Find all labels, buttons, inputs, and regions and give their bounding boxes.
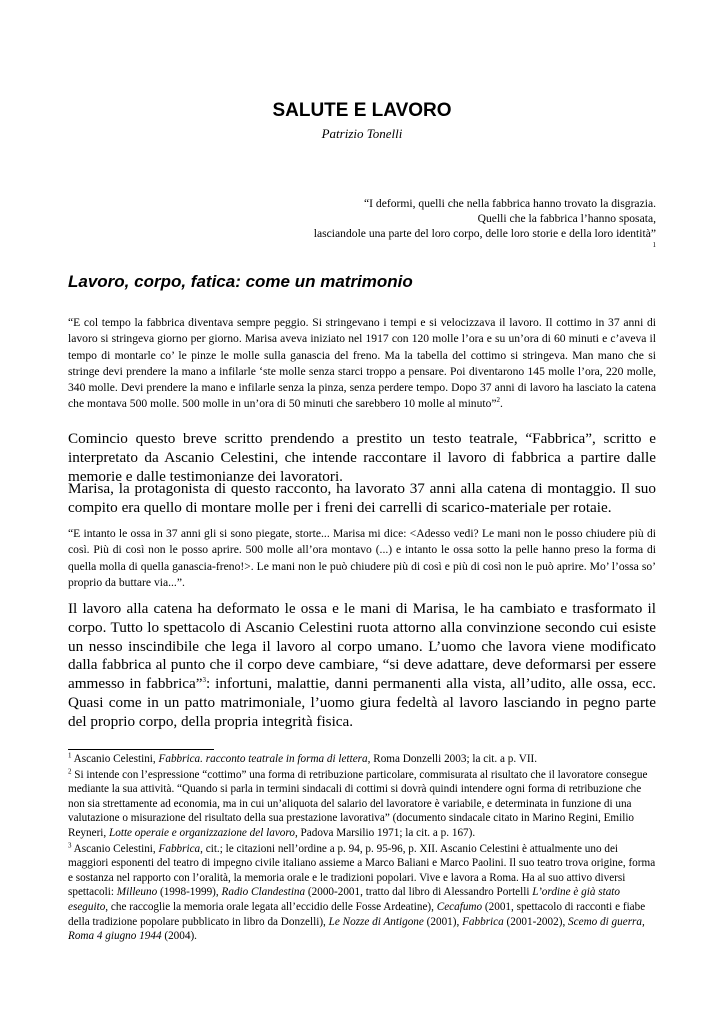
epigraph-line <box>236 226 656 256</box>
footnote-text: (2001, spettacolo di racconti e fiabe della tradizione popolare pubblicato in libro da Donzelli), <box>68 900 646 928</box>
body-paragraph-1: Comincio questo breve scritto prendendo a prestito un testo teatrale, “Fabbrica”, scritto e interpretato da Ascanio Celestini, che intende raccontare il lavoro di fabbrica a partire dalle memorie e dalle testimonianze dei lavoratori. <box>68 430 656 485</box>
footnotes <box>68 752 656 945</box>
epigraph <box>236 196 656 256</box>
footnote-ref-2[interactable]: 2 <box>496 396 501 405</box>
footnote-text: (2000-2001, tratto dal libro di Alessandro Portelli <box>305 886 533 899</box>
footnote-3 <box>68 842 656 944</box>
block-quote-1 <box>68 315 656 413</box>
footnote-text: , Padova Marsilio 1971; la cit. a p. 167). <box>294 826 476 839</box>
footnote-title: Scemo di guerra, Roma 4 giugno 1944 <box>68 915 645 943</box>
author-name: Patrizio Tonelli <box>321 126 403 141</box>
footnote-number: 1 <box>68 751 72 760</box>
footnote-ref-1[interactable]: 1 <box>652 241 656 250</box>
epigraph-line-text: lasciandole una parte del loro corpo, delle loro storie e della loro identità” <box>313 227 656 240</box>
footnote-text: , cit.; le citazioni nell’ordine a p. 94, p. 95-96, p. XII. Ascanio Celestini è attualmente uno dei maggiori esponenti del teatro di impegno civile italiano assieme a Marco Baliani e Marco Paolini. Il suo teatro trova origine, forma e sostanza nel rapporto con l’oralità, la memoria orale e le tradizioni popolari. Vive e lavora a Roma. Ha al suo attivo diversi spettacoli: <box>68 842 656 899</box>
footnote-separator <box>68 749 214 750</box>
body-paragraph-3 <box>68 600 656 732</box>
footnote-2 <box>68 768 656 841</box>
footnote-title: Fabbrica <box>158 842 201 855</box>
footnote-text: , che raccoglie la memoria orale legata all’eccidio delle Fosse Ardeatine), <box>105 900 437 913</box>
footnote-title: Radio Clandestina <box>221 886 306 899</box>
footnote-number: 3 <box>68 840 72 849</box>
paragraph-text: Il lavoro alla catena ha deformato le ossa e le mani di Marisa, le ha cambiato e trasformato il corpo. Tutto lo spettacolo di Ascanio Celestini ruota attorno alla convinzione secondo cui esiste un nesso inscindibile che lega il lavoro al corpo umano. L’uomo che lavora viene modificato dalla fabbrica al punto che il corpo deve cambiare, “si deve adattare, deve deformarsi per essere ammesso in fabbrica” <box>68 600 656 693</box>
footnote-text: Ascanio Celestini, <box>71 842 159 855</box>
footnote-title: Lotte operaie e organizzazione del lavoro <box>109 826 295 839</box>
footnote-text: Si intende con l’espressione “cottimo” una forma di retribuzione particolare, commisurata al risultato che il lavoratore consegue mediante la sua attività. “Quando si parla in termini sindacali di cottimi si dovrà quindi intendere ogni forma di retribuzione che non sia strettamente ad economia, ma in cui un’aliquota del salario del lavoratore è variabile, e determinata in funzione di una valutazione o misurazione del risultato della sua prestazione lavorativa” (documento sindacale citato in Marino Regini, Emilio Reyneri, <box>68 768 648 839</box>
quote-end: . <box>500 397 503 411</box>
footnote-text: Ascanio Celestini, <box>71 753 159 765</box>
paragraph-text: : infortuni, malattie, danni permanenti alla vista, all’udito, alle ossa, ecc. Quasi come in un patto matrimoniale, l’uomo giura fedeltà al lavoro lasciando in pegno parte del proprio corpo, della propria integrità fisica. <box>68 675 657 730</box>
body-paragraph-2: Marisa, la protagonista di questo racconto, ha lavorato 37 anni alla catena di montaggio. Il suo compito era quello di montare molle per i freni dei carrelli di scarico-materiale per rotaie. <box>68 480 656 516</box>
footnote-title: Milleuno <box>116 886 158 899</box>
document-title: SALUTE E LAVORO <box>272 100 452 121</box>
section-heading: Lavoro, corpo, fatica: come un matrimonio <box>68 272 413 291</box>
footnote-text: , Roma Donzelli 2003; la cit. a p. VII. <box>367 753 538 765</box>
footnote-ref-3[interactable]: 3 <box>202 676 207 685</box>
footnote-number: 2 <box>68 766 72 775</box>
epigraph-line: “I deformi, quelli che nella fabbrica hanno trovato la disgrazia. <box>364 197 656 210</box>
quote-text: “E col tempo la fabbrica diventava sempre peggio. Si stringevano i tempi e si velocizzava il lavoro. Il cottimo in 37 anni di lavoro si stringeva giorno per giorno. Marisa aveva iniziato nel 1917 con 120 molle l’ora e su un’ora di 60 minuti e c’aveva il tempo di montarle co’ le pinze le molle sulla ganascia del freno. Ma la tabella del cottimo si stringeva. Man mano che si stringe devi prendere la mano a infilarle ‘ste molle senza starci troppo a pensare. Poi diventarono 145 molle l’ora, 220 molle, 340 molle. Devi prendere la mano e infilarle senza la pinza, senza perdere tempo. Dopo 37 anni di lavoro ha lasciato la catena che montava 500 molle. 500 molle in un’ora di 50 minuti che sarebbero 10 molle al minuto” <box>68 316 656 411</box>
epigraph-line: Quelli che la fabbrica l’hanno sposata, <box>477 212 656 225</box>
footnote-text: (1998-1999), <box>157 886 222 899</box>
footnote-title: Fabbrica <box>462 915 504 928</box>
footnote-text: (2004). <box>161 930 197 943</box>
footnote-title: L’ordine è già stato eseguito <box>68 886 621 913</box>
footnote-1 <box>68 752 656 767</box>
block-quote-2: “E intanto le ossa in 37 anni gli si sono piegate, storte... Marisa mi dice: <Adesso vedi? Le mani non le posso chiudere più di così. Più di così non le posso aprire. 500 molle all’ora montavo (...) e intanto le ossa sotto la pelle hanno preso la forma di quella molla di quella ganascia-freno!>. Le mani non le può chiudere più di così e più di così non le può aprire. Mo’ l’ossa so’ proprio da buttare via...”. <box>68 527 656 589</box>
footnote-title: Le Nozze di Antigone <box>328 915 424 928</box>
footnote-title: Fabbrica. racconto teatrale in forma di lettera <box>158 753 368 765</box>
footnote-text: (2001), <box>423 915 463 928</box>
footnote-text: (2001-2002), <box>503 915 569 928</box>
footnote-title: Cecafumo <box>436 900 483 913</box>
